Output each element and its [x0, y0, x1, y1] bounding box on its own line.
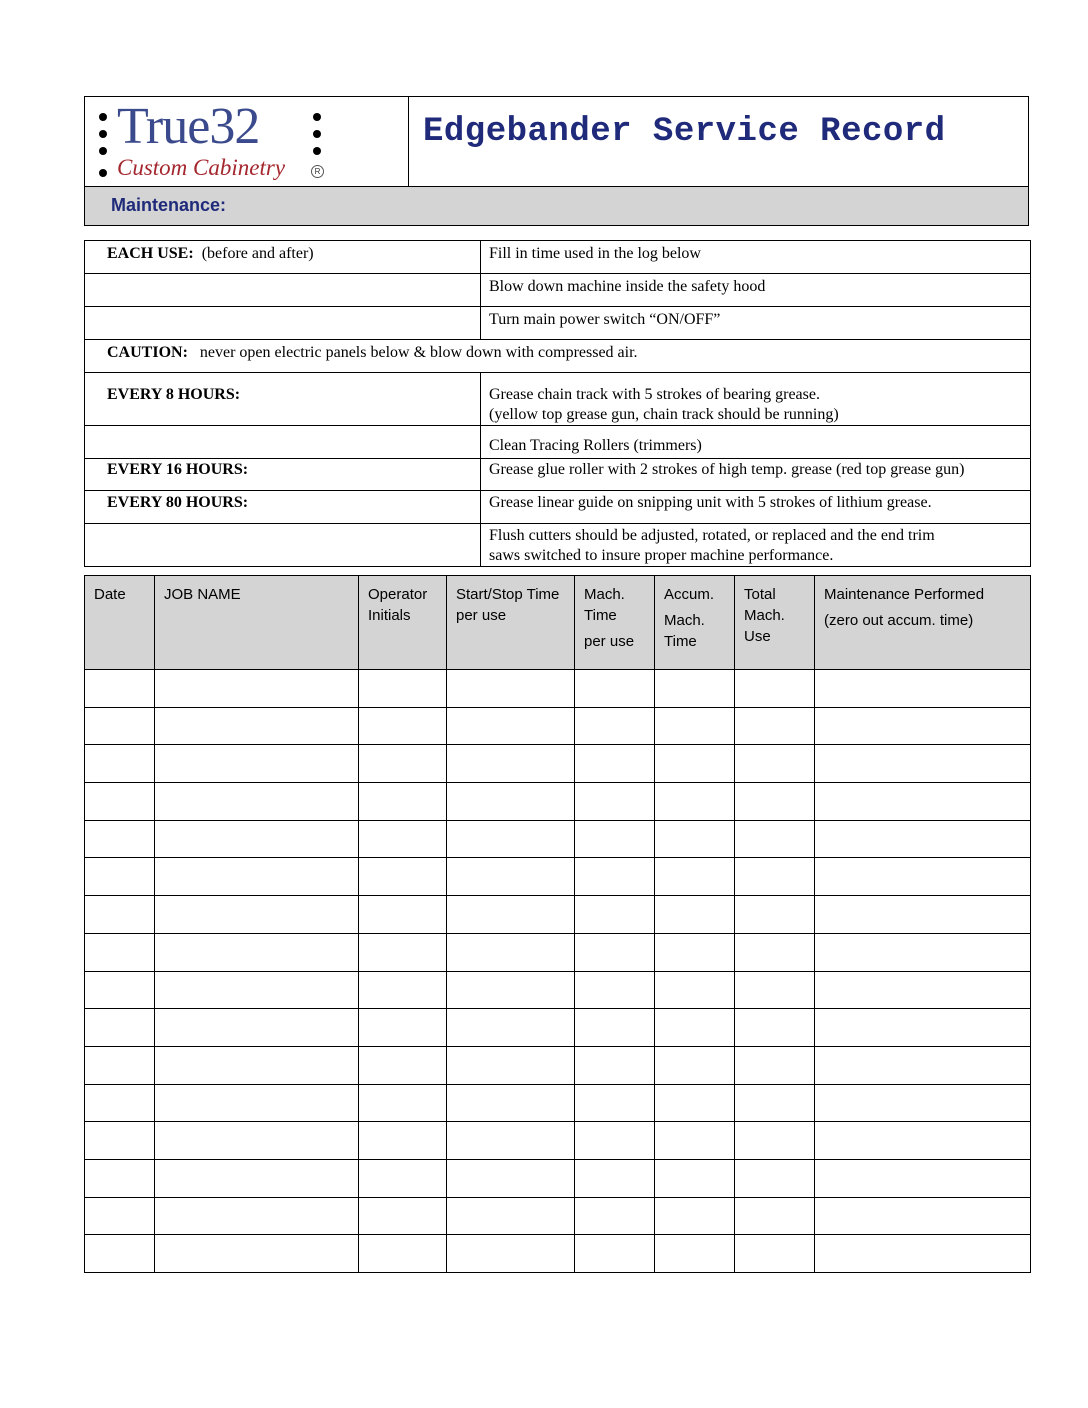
- cell-maintenance[interactable]: [815, 1197, 1031, 1235]
- table-row: [85, 670, 1031, 708]
- service-log-table: [84, 575, 1031, 1273]
- cell-job-name[interactable]: [155, 745, 359, 783]
- cell-date[interactable]: [85, 1159, 155, 1197]
- cell-start-stop[interactable]: [447, 858, 575, 896]
- cell-accum[interactable]: [655, 1009, 735, 1047]
- cell-date[interactable]: [85, 670, 155, 708]
- every-16-hours-label: EVERY 16 HOURS:: [85, 459, 481, 491]
- table-row: [85, 971, 1031, 1009]
- cell-operator[interactable]: [359, 1084, 447, 1122]
- page-title: Edgebander Service Record: [423, 113, 946, 151]
- header-text: Use: [744, 628, 771, 645]
- header-text: Total: [744, 586, 776, 603]
- table-row: [85, 896, 1031, 934]
- cell-accum[interactable]: [655, 1235, 735, 1273]
- header-text: Mach.: [664, 612, 705, 629]
- every-80-hours-task-2: [481, 524, 1031, 567]
- empty-cell: [85, 524, 481, 567]
- col-header-date: [85, 576, 155, 670]
- col-header-mach-time: [575, 576, 655, 670]
- cell-accum[interactable]: [655, 670, 735, 708]
- cell-operator[interactable]: [359, 858, 447, 896]
- cell-maintenance[interactable]: [815, 745, 1031, 783]
- every-8-hours-label: EVERY 8 HOURS:: [85, 373, 481, 426]
- cell-maintenance[interactable]: [815, 1046, 1031, 1084]
- cell-job-name[interactable]: [155, 933, 359, 971]
- maintenance-schedule: [84, 240, 1031, 567]
- table-row: [85, 1235, 1031, 1273]
- cell-operator[interactable]: [359, 745, 447, 783]
- log-body: [85, 670, 1031, 1273]
- cell-start-stop[interactable]: [447, 1084, 575, 1122]
- header-text: Mach.: [584, 586, 625, 603]
- cell-accum[interactable]: [655, 896, 735, 934]
- header-text: Start/Stop Time: [456, 586, 560, 603]
- cell-accum[interactable]: [655, 783, 735, 821]
- cell-start-stop[interactable]: [447, 971, 575, 1009]
- cell-job-name[interactable]: [155, 1046, 359, 1084]
- cell-maintenance[interactable]: [815, 783, 1031, 821]
- col-header-start-stop: [447, 576, 575, 670]
- cell-job-name[interactable]: [155, 971, 359, 1009]
- cell-total[interactable]: [735, 1197, 815, 1235]
- cell-total[interactable]: [735, 1009, 815, 1047]
- every-8-hours-task: [481, 373, 1031, 426]
- cell-start-stop[interactable]: [447, 783, 575, 821]
- cell-operator[interactable]: [359, 1046, 447, 1084]
- each-use-note: (before and after): [201, 245, 314, 262]
- cell-job-name[interactable]: [155, 707, 359, 745]
- every-80-hours-label: EVERY 80 HOURS:: [85, 491, 481, 524]
- cell-job-name[interactable]: [155, 1009, 359, 1047]
- table-row: [85, 933, 1031, 971]
- cell-mach-time[interactable]: [575, 1197, 655, 1235]
- cell-date[interactable]: [85, 820, 155, 858]
- cell-date[interactable]: [85, 896, 155, 934]
- cell-accum[interactable]: [655, 1046, 735, 1084]
- cell-date[interactable]: [85, 933, 155, 971]
- cell-date[interactable]: [85, 1122, 155, 1160]
- cell-maintenance[interactable]: [815, 670, 1031, 708]
- table-row: [85, 820, 1031, 858]
- empty-cell: [85, 426, 481, 459]
- header-text: Initials: [368, 607, 411, 624]
- task-line: Flush cutters should be adjusted, rotated, or replaced and the end trim: [489, 527, 935, 544]
- cell-date[interactable]: [85, 1197, 155, 1235]
- every-8-hours-task-2: Clean Tracing Rollers (trimmers): [481, 426, 1031, 459]
- cell-mach-time[interactable]: [575, 896, 655, 934]
- every-80-hours-task: Grease linear guide on snipping unit with 5 strokes of lithium grease.: [481, 491, 1031, 524]
- cell-mach-time[interactable]: [575, 670, 655, 708]
- cell-start-stop[interactable]: [447, 1046, 575, 1084]
- cell-start-stop[interactable]: [447, 1159, 575, 1197]
- logo-wordmark: True32: [117, 98, 260, 155]
- cell-mach-time[interactable]: [575, 1046, 655, 1084]
- cell-total[interactable]: [735, 745, 815, 783]
- header-text: Time: [584, 607, 617, 624]
- header-text: Maintenance Performed: [824, 586, 985, 603]
- cell-accum[interactable]: [655, 1159, 735, 1197]
- table-row: [85, 1197, 1031, 1235]
- cell-mach-time[interactable]: [575, 745, 655, 783]
- header-text: JOB NAME: [164, 586, 241, 603]
- cell-operator[interactable]: [359, 933, 447, 971]
- cell-start-stop[interactable]: [447, 1235, 575, 1273]
- cell-job-name[interactable]: [155, 1122, 359, 1160]
- cell-total[interactable]: [735, 1235, 815, 1273]
- col-header-maintenance: [815, 576, 1031, 670]
- cell-start-stop[interactable]: [447, 933, 575, 971]
- logo-dots-left: [99, 113, 107, 155]
- cell-mach-time[interactable]: [575, 933, 655, 971]
- logo-dot-bottom: [99, 169, 107, 177]
- cell-mach-time[interactable]: [575, 1009, 655, 1047]
- cell-job-name[interactable]: [155, 1159, 359, 1197]
- cell-maintenance[interactable]: [815, 971, 1031, 1009]
- cell-mach-time[interactable]: [575, 1122, 655, 1160]
- cell-mach-time[interactable]: [575, 820, 655, 858]
- cell-maintenance[interactable]: [815, 707, 1031, 745]
- table-row: [85, 745, 1031, 783]
- cell-maintenance[interactable]: [815, 1084, 1031, 1122]
- cell-start-stop[interactable]: [447, 1009, 575, 1047]
- cell-mach-time[interactable]: [575, 1159, 655, 1197]
- cell-maintenance[interactable]: [815, 858, 1031, 896]
- cell-maintenance[interactable]: [815, 933, 1031, 971]
- cell-total[interactable]: [735, 971, 815, 1009]
- cell-total[interactable]: [735, 896, 815, 934]
- cell-accum[interactable]: [655, 933, 735, 971]
- header-text: Accum.: [664, 586, 715, 603]
- cell-start-stop[interactable]: [447, 896, 575, 934]
- cell-job-name[interactable]: [155, 1197, 359, 1235]
- cell-operator[interactable]: [359, 971, 447, 1009]
- table-row: [85, 1046, 1031, 1084]
- cell-accum[interactable]: [655, 1122, 735, 1160]
- cell-operator[interactable]: [359, 820, 447, 858]
- cell-total[interactable]: [735, 1159, 815, 1197]
- each-use-task-1: Fill in time used in the log below: [481, 241, 1031, 274]
- cell-operator[interactable]: [359, 1235, 447, 1273]
- cell-maintenance[interactable]: [815, 820, 1031, 858]
- header-text: Time: [664, 633, 697, 650]
- cell-start-stop[interactable]: [447, 745, 575, 783]
- col-header-job-name: [155, 576, 359, 670]
- cell-operator[interactable]: [359, 707, 447, 745]
- cell-start-stop[interactable]: [447, 1122, 575, 1160]
- empty-cell: [85, 274, 481, 307]
- cell-mach-time[interactable]: [575, 858, 655, 896]
- cell-date[interactable]: [85, 1084, 155, 1122]
- cell-total[interactable]: [735, 707, 815, 745]
- cell-start-stop[interactable]: [447, 707, 575, 745]
- cell-date[interactable]: [85, 745, 155, 783]
- task-line: saws switched to insure proper machine performance.: [489, 547, 834, 564]
- cell-date[interactable]: [85, 1235, 155, 1273]
- table-row: [85, 858, 1031, 896]
- every-16-hours-task: Grease glue roller with 2 strokes of high temp. grease (red top grease gun): [481, 459, 1031, 491]
- log-header-row: [85, 576, 1031, 670]
- cell-maintenance[interactable]: [815, 1122, 1031, 1160]
- each-use-cell: [85, 241, 481, 274]
- cell-accum[interactable]: [655, 707, 735, 745]
- caution-label: CAUTION:: [107, 344, 188, 361]
- table-row: [85, 1159, 1031, 1197]
- maintenance-label: Maintenance:: [111, 195, 227, 215]
- cell-accum[interactable]: [655, 820, 735, 858]
- cell-mach-time[interactable]: [575, 707, 655, 745]
- task-line: (yellow top grease gun, chain track should be running): [489, 406, 839, 423]
- cell-date[interactable]: [85, 858, 155, 896]
- logo-subtitle: Custom Cabinetry: [117, 155, 286, 180]
- cell-accum[interactable]: [655, 971, 735, 1009]
- col-header-operator: [359, 576, 447, 670]
- header-text: per use: [456, 607, 507, 624]
- caution-cell: [85, 340, 1031, 373]
- title-cell: [409, 97, 1028, 186]
- logo-dots-right: [313, 113, 321, 155]
- table-row: [85, 1084, 1031, 1122]
- cell-job-name[interactable]: [155, 1084, 359, 1122]
- cell-total[interactable]: [735, 670, 815, 708]
- table-row: [85, 1009, 1031, 1047]
- empty-cell: [85, 307, 481, 340]
- table-row: [85, 1122, 1031, 1160]
- cell-maintenance[interactable]: [815, 1235, 1031, 1273]
- maintenance-bar: [85, 186, 1028, 225]
- caution-text: never open electric panels below & blow down with compressed air.: [199, 344, 638, 361]
- task-line: Grease chain track with 5 strokes of bearing grease.: [489, 386, 820, 403]
- cell-start-stop[interactable]: [447, 1197, 575, 1235]
- cell-mach-time[interactable]: [575, 1235, 655, 1273]
- cell-start-stop[interactable]: [447, 670, 575, 708]
- cell-total[interactable]: [735, 858, 815, 896]
- header-text: Operator: [368, 586, 428, 603]
- cell-operator[interactable]: [359, 1009, 447, 1047]
- header-text: (zero out accum. time): [824, 612, 974, 629]
- table-row: [85, 783, 1031, 821]
- cell-date[interactable]: [85, 971, 155, 1009]
- cell-total[interactable]: [735, 783, 815, 821]
- cell-accum[interactable]: [655, 858, 735, 896]
- header-text: Date: [94, 586, 126, 603]
- each-use-task-3: Turn main power switch “ON/OFF”: [481, 307, 1031, 340]
- header-block: [84, 96, 1029, 226]
- cell-mach-time[interactable]: [575, 783, 655, 821]
- header-text: per use: [584, 633, 635, 650]
- header-text: Mach.: [744, 607, 785, 624]
- cell-date[interactable]: [85, 783, 155, 821]
- cell-maintenance[interactable]: [815, 1009, 1031, 1047]
- cell-total[interactable]: [735, 1122, 815, 1160]
- col-header-total: [735, 576, 815, 670]
- cell-job-name[interactable]: [155, 783, 359, 821]
- cell-maintenance[interactable]: [815, 896, 1031, 934]
- cell-operator[interactable]: [359, 896, 447, 934]
- logo: [85, 97, 409, 186]
- cell-start-stop[interactable]: [447, 820, 575, 858]
- cell-operator[interactable]: [359, 1197, 447, 1235]
- each-use-label: EACH USE:: [107, 245, 194, 262]
- cell-total[interactable]: [735, 933, 815, 971]
- cell-job-name[interactable]: [155, 1235, 359, 1273]
- cell-accum[interactable]: [655, 1084, 735, 1122]
- cell-date[interactable]: [85, 1046, 155, 1084]
- table-row: [85, 707, 1031, 745]
- cell-total[interactable]: [735, 820, 815, 858]
- cell-job-name[interactable]: [155, 670, 359, 708]
- cell-accum[interactable]: [655, 745, 735, 783]
- cell-maintenance[interactable]: [815, 1159, 1031, 1197]
- cell-mach-time[interactable]: [575, 971, 655, 1009]
- cell-date[interactable]: [85, 1009, 155, 1047]
- registered-mark: R: [311, 165, 324, 178]
- each-use-task-2: Blow down machine inside the safety hood: [481, 274, 1031, 307]
- cell-total[interactable]: [735, 1084, 815, 1122]
- cell-total[interactable]: [735, 1046, 815, 1084]
- cell-mach-time[interactable]: [575, 1084, 655, 1122]
- cell-operator[interactable]: [359, 783, 447, 821]
- cell-job-name[interactable]: [155, 858, 359, 896]
- col-header-accum: [655, 576, 735, 670]
- cell-operator[interactable]: [359, 1122, 447, 1160]
- cell-date[interactable]: [85, 707, 155, 745]
- cell-job-name[interactable]: [155, 896, 359, 934]
- cell-operator[interactable]: [359, 670, 447, 708]
- cell-operator[interactable]: [359, 1159, 447, 1197]
- cell-accum[interactable]: [655, 1197, 735, 1235]
- cell-job-name[interactable]: [155, 820, 359, 858]
